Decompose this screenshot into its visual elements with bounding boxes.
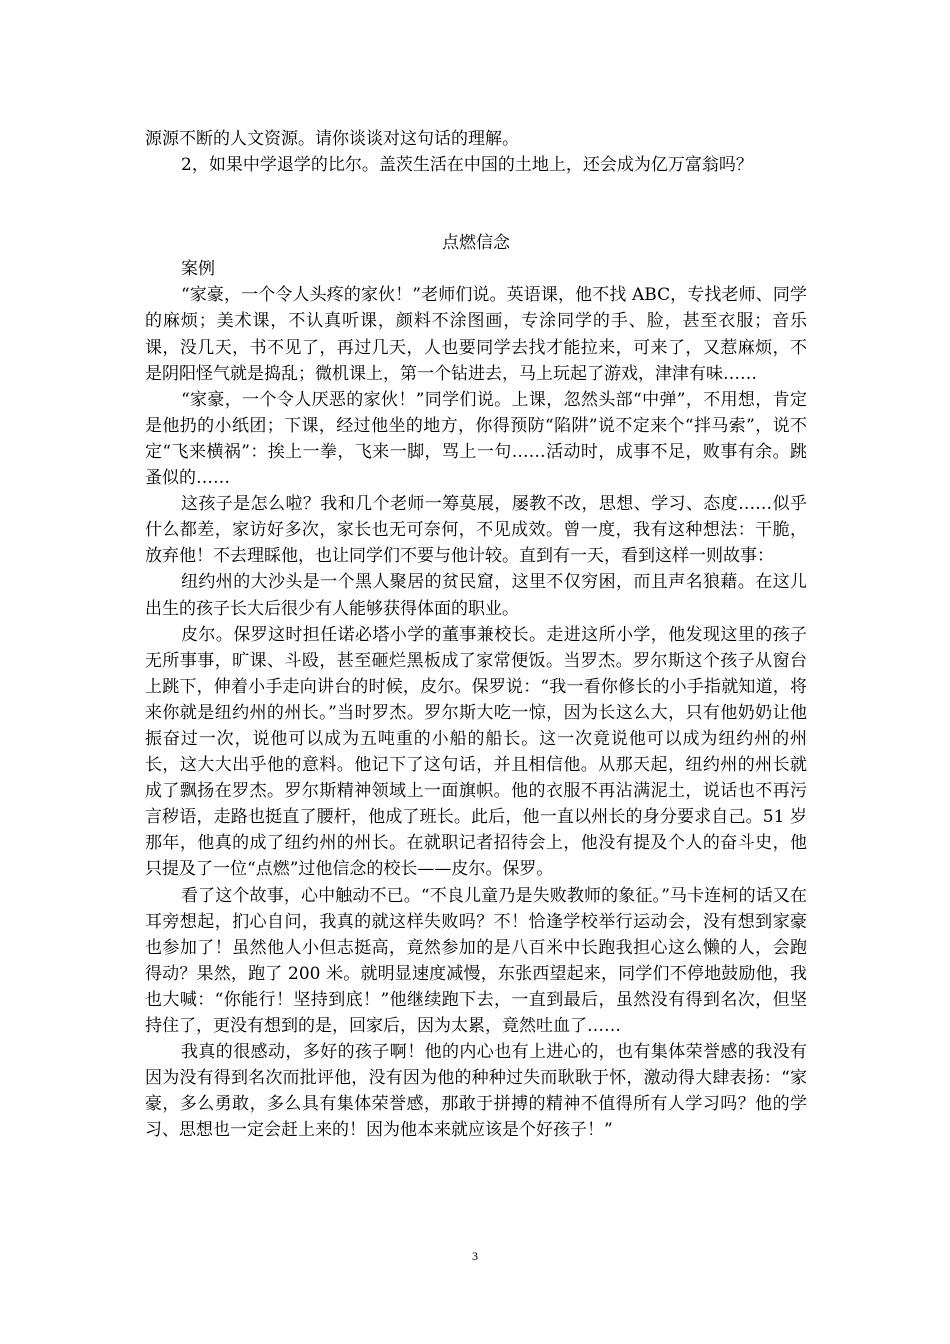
text-paragraph: 这孩子是怎么啦？我和几个老师一筹莫展，屡教不改，思想、学习、态度……似乎什么都差，家访好多次，家长也无可奈何，不见成效。曾一度，我有这种想法：干脆，放弃他！不去理睬他，也让同学们不要与他计较。直到有一天，看到这样一则故事：: [145, 494, 807, 567]
text-paragraph: 我真的很感动，多好的孩子啊！他的内心也有上进心的，也有集体荣誉感的我没有因为没有得到名次而批评他，没有因为他的种种过失而耿耿于怀，激动得大肆表扬：“家豪，多么勇敢，多么具有集体荣誉感，那敢于拼搏的精神不值得所有人学习吗？他的学习、思想也一定会赶上来的！因为他本来就应该是个好孩子！”: [145, 1042, 807, 1141]
text-paragraph: 纽约州的大沙头是一个黑人聚居的贫民窟，这里不仅穷困，而且声名狼藉。在这儿出生的孩子长大后很少有人能够获得体面的职业。: [145, 572, 807, 619]
section-title: 点燃信念: [442, 233, 510, 254]
text-paragraph: 皮尔。保罗这时担任诺必塔小学的董事兼校长。走进这所小学，他发现这里的孩子无所事事，旷课、斗殴，甚至砸烂黑板成了家常便饭。当罗杰。罗尔斯这个孩子从窗台上跳下，伸着小手走向讲台的时候，皮尔。保罗说：“我一看你修长的小手指就知道，将来你就是纽约州的州长。”当时罗杰。罗尔斯大吃一惊，因为长这么大，只有他奶奶让他振奋过一次，说他可以成为五吨重的小船的船长。这一次竟说他可以成为纽约州的州长，这大大出乎他的意料。他记下了这句话，并且相信他。从那天起，纽约州的州长就成了飘扬在罗杰。罗尔斯精神领域上一面旗帜。他的衣服不再沾满泥土，说话也不再污言秽语，走路也挺直了腰杆，他成了班长。此后，他一直以州长的身分要求自己。51 岁那年，他真的成了纽约州的州长。在就职记者招待会上，他没有提及个人的奋斗史，他只提及了一位“点燃”过他信念的校长——皮尔。保罗。: [145, 624, 807, 880]
case-label: 案例: [181, 259, 215, 280]
question-paragraph: 2，如果中学退学的比尔。盖茨生活在中国的土地上，还会成为亿万富翁吗？: [181, 155, 753, 176]
text-paragraph: “家豪，一个令人厌恶的家伙！”同学们说。上课，忽然头部“中弹”，不用想，肯定是他扔的小纸团；下课，经过他坐的地方，你得预防“陷阱”说不定来个“拌马索”，说不定“飞来横祸”：挨上一拳，飞来一脚，骂上一句……活动时，成事不足，败事有余。跳蚤似的……: [145, 389, 807, 489]
text-paragraph: 源源不断的人文资源。请你谈谈对这句话的理解。: [145, 129, 519, 149]
text-paragraph: 看了这个故事，心中触动不已。“不良儿童乃是失败教师的象征。”马卡连柯的话又在耳旁想起，扪心自问，我真的就这样失败吗？不！恰逢学校举行运动会，没有想到家豪也参加了！虽然他人小但志挺高，竟然参加的是八百米中长跑我担心这么懒的人，会跑得动？果然，跑了 200 米。就明显速度减慢，东张西望起来，同学们不停地鼓励他，我也大喊：“你能行！坚持到底！”他继续跑下去，一直到最后，虽然没有得到名次，但坚持住了，更没有想到的是，回家后，因为太累，竟然吐血了……: [145, 885, 807, 1036]
page-number: 3: [472, 1249, 478, 1263]
page-content: [145, 126, 807, 1143]
text-paragraph: “家豪，一个令人头疼的家伙！”老师们说。英语课，他不找 ABC，专找老师、同学的麻烦；美术课，不认真听课，颜料不涂图画，专涂同学的手、脸，甚至衣服；音乐课，没几天，书不见了，再过几天，人也要同学去找才能拉来，可来了，又惹麻烦，不是阴阳怪气就是捣乱；微机课上，第一个钻进去，马上玩起了游戏，津津有味……: [145, 285, 807, 384]
